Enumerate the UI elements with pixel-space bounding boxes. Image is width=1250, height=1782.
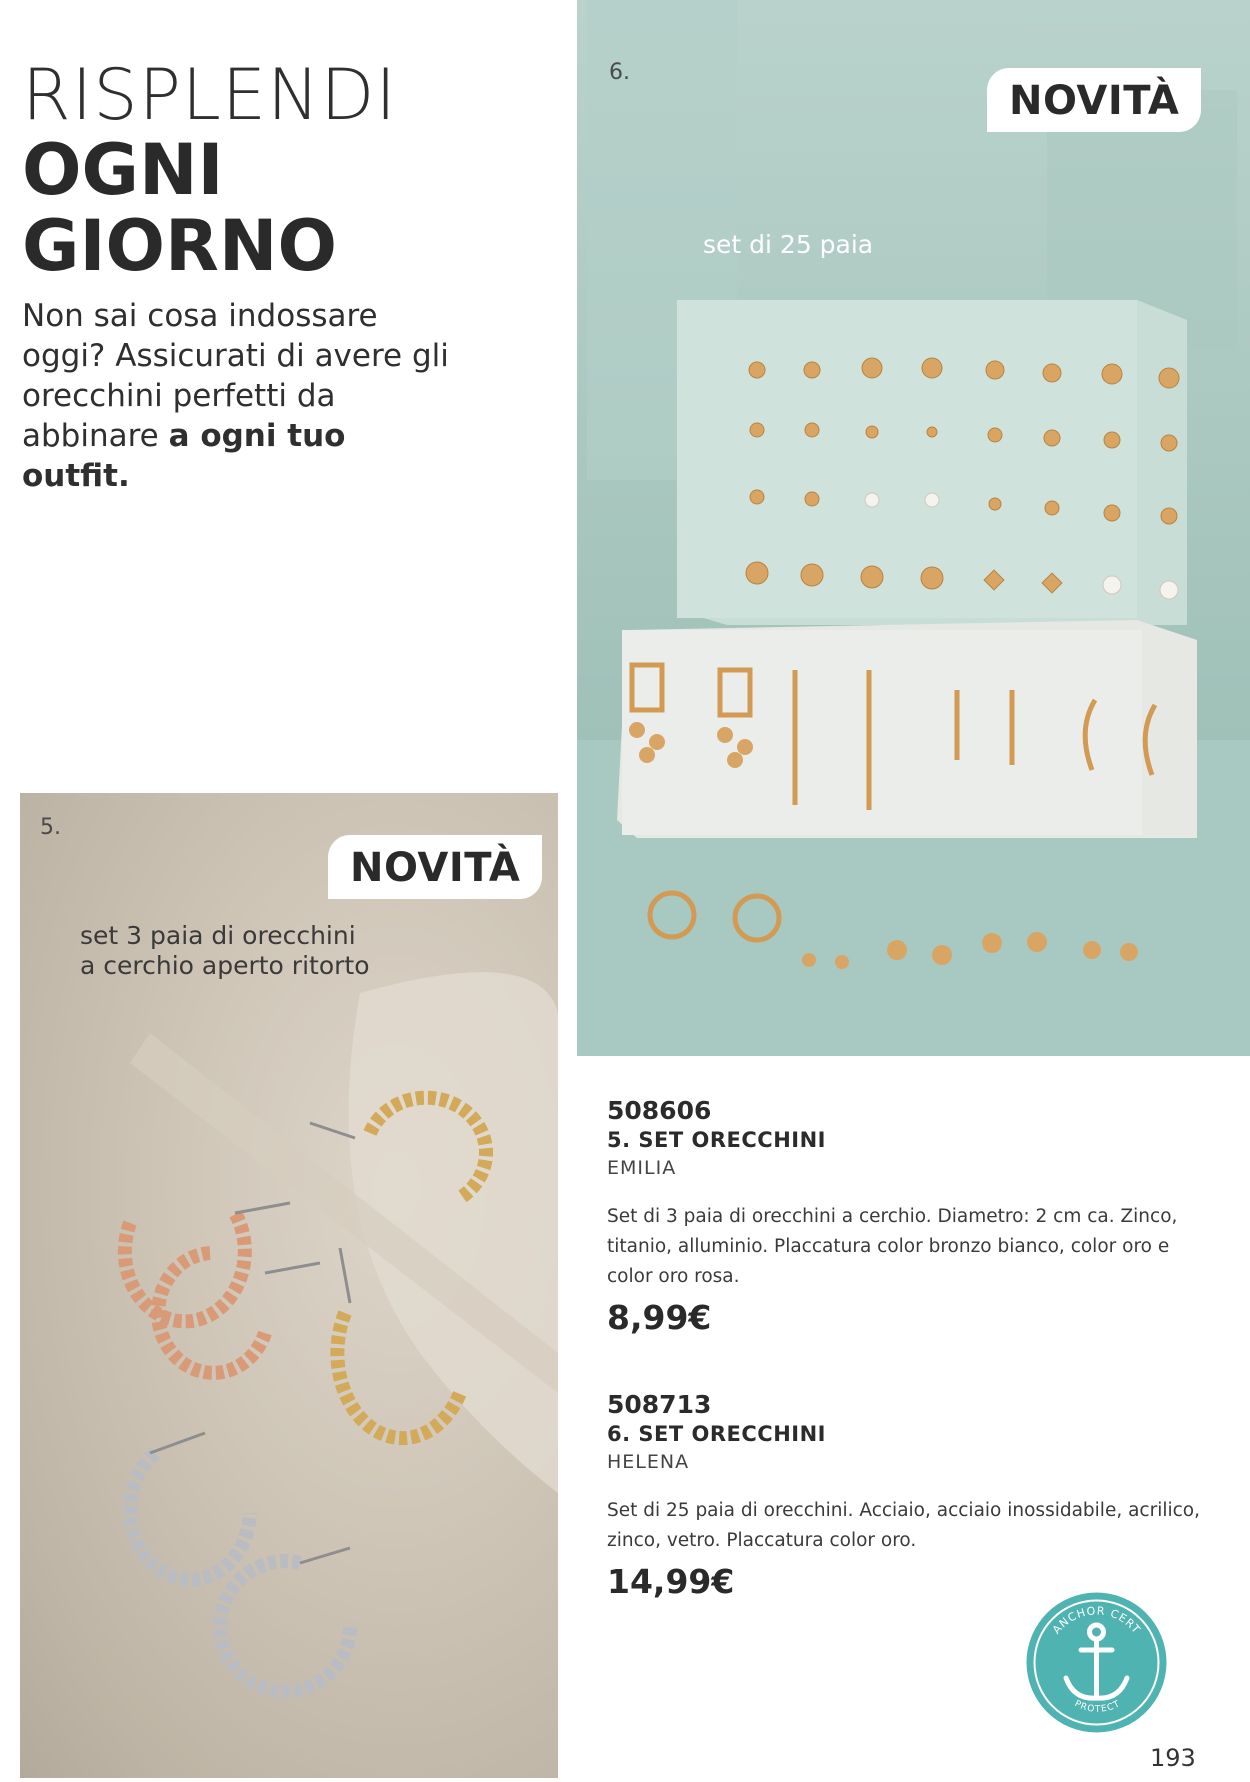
photo-caption-5-line2: a cerchio aperto ritorto xyxy=(80,951,370,980)
anchor-badge-bottom-text: PROTECT xyxy=(1072,1699,1123,1715)
product-photo-5 xyxy=(20,793,558,1778)
anchor-cert-badge xyxy=(1024,1590,1169,1735)
product-info-6 xyxy=(607,1390,1207,1601)
intro-text xyxy=(22,296,462,496)
photo-caption-5 xyxy=(80,921,370,981)
photo-number-6: 6. xyxy=(609,60,630,85)
earring-display-illustration xyxy=(577,0,1250,1056)
headline-line1: RISPLENDI xyxy=(22,54,398,136)
product-name: 5. SET ORECCHINI xyxy=(607,1128,826,1152)
headline xyxy=(22,54,562,287)
product-photo-6 xyxy=(577,0,1250,1056)
headline-line2: OGNI xyxy=(22,129,224,211)
anchor-badge-top-text: ANCHOR CERT xyxy=(1049,1604,1144,1637)
page-number: 193 xyxy=(1150,1744,1196,1772)
product-code: 508606 xyxy=(607,1096,712,1125)
product-price: 8,99€ xyxy=(607,1298,712,1337)
product-name: 6. SET ORECCHINI xyxy=(607,1422,826,1446)
product-code: 508713 xyxy=(607,1390,712,1419)
product-info-5 xyxy=(607,1096,1207,1337)
photo-number-5: 5. xyxy=(40,815,61,840)
headline-line3: GIORNO xyxy=(22,205,337,287)
intro-regular: Non sai cosa indossare oggi? Assicurati di avere gli orecchini perfetti da abbinare xyxy=(22,298,449,454)
intro-bold: a ogni tuo outfit. xyxy=(22,418,346,494)
product-line: EMILIA xyxy=(607,1157,677,1179)
novita-badge-5: NOVITÀ xyxy=(328,835,542,899)
product-description: Set di 3 paia di orecchini a cerchio. Diametro: 2 cm ca. Zinco, titanio, alluminio. Placcatura color bronzo bianco, color oro e color oro rosa. xyxy=(607,1206,1178,1287)
photo-caption-5-line1: set 3 paia di orecchini xyxy=(80,921,356,950)
product-description: Set di 25 paia di orecchini. Acciaio, acciaio inossidabile, acrilico, zinco, vetro. Placcatura color oro. xyxy=(607,1500,1200,1551)
product-line: HELENA xyxy=(607,1451,690,1473)
novita-badge-6: NOVITÀ xyxy=(987,68,1201,132)
photo-caption-6: set di 25 paia xyxy=(703,230,874,259)
product-price: 14,99€ xyxy=(607,1562,735,1601)
